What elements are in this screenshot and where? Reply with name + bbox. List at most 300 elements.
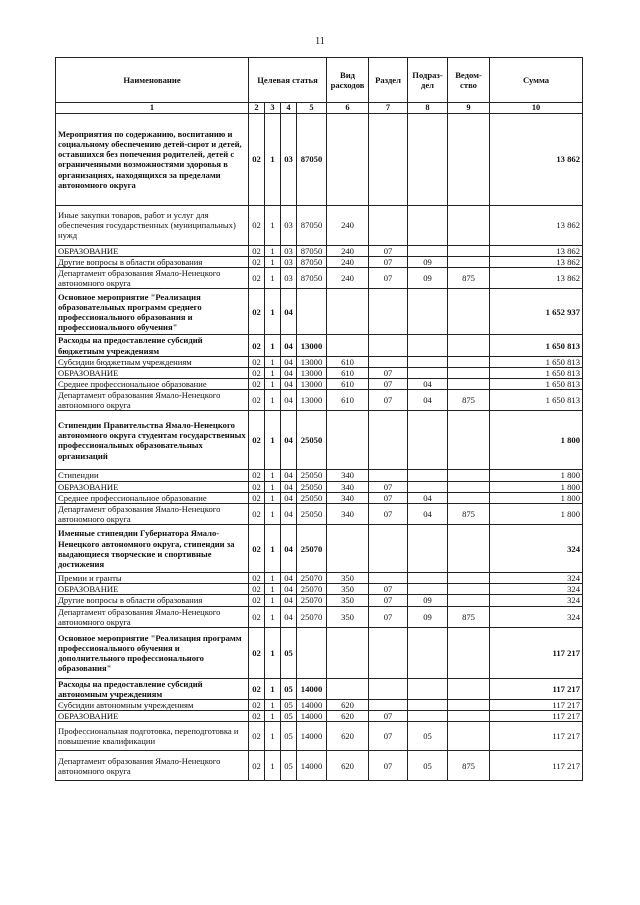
cell-name: Другие вопросы в области образования bbox=[56, 257, 249, 268]
cell-section: 07 bbox=[369, 503, 408, 524]
cell-target-activity: 04 bbox=[281, 379, 297, 390]
cell-sum: 13 862 bbox=[490, 245, 583, 256]
cell-target-activity: 04 bbox=[281, 411, 297, 470]
cell-target-subprogram: 1 bbox=[265, 678, 281, 699]
cell-name: Премии и гранты bbox=[56, 573, 249, 584]
cell-target-subprogram: 1 bbox=[265, 356, 281, 367]
cell-section: 07 bbox=[369, 711, 408, 722]
cell-expense-type: 610 bbox=[327, 379, 369, 390]
cell-target-program: 02 bbox=[249, 367, 265, 378]
cell-department bbox=[448, 595, 490, 606]
cell-sum: 1 652 937 bbox=[490, 289, 583, 335]
cell-department bbox=[448, 367, 490, 378]
cell-target-direction: 14000 bbox=[297, 700, 327, 711]
cell-expense-type bbox=[327, 411, 369, 470]
cell-section bbox=[369, 700, 408, 711]
cell-subsection bbox=[408, 335, 448, 356]
cell-target-direction: 25050 bbox=[297, 492, 327, 503]
cell-name: Субсидии автономным учреждениям bbox=[56, 700, 249, 711]
cell-target-subprogram: 1 bbox=[265, 700, 281, 711]
table-row bbox=[56, 678, 583, 699]
cell-department bbox=[448, 627, 490, 678]
cell-target-direction: 87050 bbox=[297, 268, 327, 289]
cell-target-activity: 04 bbox=[281, 573, 297, 584]
column-number: 9 bbox=[448, 103, 490, 114]
cell-section: 07 bbox=[369, 492, 408, 503]
header-sum: Сумма bbox=[490, 58, 583, 103]
cell-target-activity: 03 bbox=[281, 245, 297, 256]
cell-target-activity: 04 bbox=[281, 390, 297, 411]
cell-target-program: 02 bbox=[249, 481, 265, 492]
column-number-row bbox=[56, 103, 583, 114]
cell-department bbox=[448, 411, 490, 470]
cell-department bbox=[448, 289, 490, 335]
cell-target-subprogram: 1 bbox=[265, 492, 281, 503]
cell-sum: 117 217 bbox=[490, 751, 583, 781]
table-row bbox=[56, 205, 583, 245]
table-body bbox=[56, 113, 583, 781]
cell-expense-type: 620 bbox=[327, 700, 369, 711]
table-row bbox=[56, 711, 583, 722]
cell-sum: 1 800 bbox=[490, 503, 583, 524]
table-row bbox=[56, 573, 583, 584]
cell-sum: 117 217 bbox=[490, 700, 583, 711]
cell-subsection bbox=[408, 525, 448, 573]
cell-subsection bbox=[408, 356, 448, 367]
cell-name: Департамент образования Ямало-Ненецкого автономного округа bbox=[56, 390, 249, 411]
cell-expense-type: 610 bbox=[327, 356, 369, 367]
cell-section: 07 bbox=[369, 584, 408, 595]
cell-sum: 1 800 bbox=[490, 411, 583, 470]
cell-target-program: 02 bbox=[249, 503, 265, 524]
cell-department bbox=[448, 205, 490, 245]
cell-sum: 13 862 bbox=[490, 205, 583, 245]
cell-target-direction: 25070 bbox=[297, 595, 327, 606]
cell-subsection: 04 bbox=[408, 390, 448, 411]
header-name: Наименование bbox=[56, 58, 249, 103]
cell-target-subprogram: 1 bbox=[265, 113, 281, 205]
cell-target-direction: 14000 bbox=[297, 711, 327, 722]
header-target-article: Целевая статья bbox=[249, 58, 327, 103]
cell-target-subprogram: 1 bbox=[265, 711, 281, 722]
cell-expense-type bbox=[327, 289, 369, 335]
budget-table bbox=[55, 57, 583, 781]
cell-target-subprogram: 1 bbox=[265, 367, 281, 378]
cell-department: 875 bbox=[448, 268, 490, 289]
cell-target-activity: 04 bbox=[281, 525, 297, 573]
cell-target-direction: 13000 bbox=[297, 390, 327, 411]
table-row bbox=[56, 335, 583, 356]
cell-target-subprogram: 1 bbox=[265, 289, 281, 335]
cell-expense-type: 340 bbox=[327, 492, 369, 503]
cell-target-subprogram: 1 bbox=[265, 584, 281, 595]
cell-target-activity: 05 bbox=[281, 627, 297, 678]
cell-target-program: 02 bbox=[249, 390, 265, 411]
cell-target-program: 02 bbox=[249, 289, 265, 335]
cell-target-activity: 04 bbox=[281, 470, 297, 481]
cell-target-direction: 25050 bbox=[297, 481, 327, 492]
cell-target-activity: 03 bbox=[281, 205, 297, 245]
cell-target-activity: 04 bbox=[281, 584, 297, 595]
cell-target-activity: 05 bbox=[281, 711, 297, 722]
table-row bbox=[56, 627, 583, 678]
cell-target-direction: 13000 bbox=[297, 379, 327, 390]
cell-subsection bbox=[408, 573, 448, 584]
cell-section: 07 bbox=[369, 379, 408, 390]
cell-target-subprogram: 1 bbox=[265, 470, 281, 481]
cell-target-direction: 87050 bbox=[297, 245, 327, 256]
cell-name: Департамент образования Ямало-Ненецкого автономного округа bbox=[56, 268, 249, 289]
cell-sum: 324 bbox=[490, 584, 583, 595]
cell-target-program: 02 bbox=[249, 411, 265, 470]
table-row bbox=[56, 113, 583, 205]
cell-section bbox=[369, 113, 408, 205]
cell-department bbox=[448, 573, 490, 584]
cell-subsection bbox=[408, 627, 448, 678]
cell-name: Основное мероприятие "Реализация программ профессионального обучения и дополнительного профессионального образования" bbox=[56, 627, 249, 678]
column-number: 5 bbox=[297, 103, 327, 114]
cell-department bbox=[448, 584, 490, 595]
table-row bbox=[56, 379, 583, 390]
cell-section: 07 bbox=[369, 367, 408, 378]
cell-name: Стипендии bbox=[56, 470, 249, 481]
cell-target-direction: 25050 bbox=[297, 503, 327, 524]
cell-section: 07 bbox=[369, 257, 408, 268]
cell-subsection: 04 bbox=[408, 503, 448, 524]
cell-section bbox=[369, 205, 408, 245]
cell-target-direction: 14000 bbox=[297, 678, 327, 699]
cell-section: 07 bbox=[369, 245, 408, 256]
cell-target-subprogram: 1 bbox=[265, 245, 281, 256]
cell-target-direction: 14000 bbox=[297, 722, 327, 751]
cell-subsection bbox=[408, 711, 448, 722]
cell-sum: 13 862 bbox=[490, 268, 583, 289]
cell-target-direction: 13000 bbox=[297, 335, 327, 356]
cell-subsection: 04 bbox=[408, 492, 448, 503]
cell-expense-type: 350 bbox=[327, 584, 369, 595]
table-row bbox=[56, 492, 583, 503]
header-subsection: Подраз-дел bbox=[408, 58, 448, 103]
cell-sum: 117 217 bbox=[490, 722, 583, 751]
cell-section bbox=[369, 573, 408, 584]
cell-target-subprogram: 1 bbox=[265, 205, 281, 245]
cell-name: Среднее профессиональное образование bbox=[56, 379, 249, 390]
cell-expense-type: 610 bbox=[327, 367, 369, 378]
cell-target-activity: 03 bbox=[281, 268, 297, 289]
cell-target-activity: 04 bbox=[281, 481, 297, 492]
cell-target-activity: 04 bbox=[281, 492, 297, 503]
cell-target-subprogram: 1 bbox=[265, 525, 281, 573]
cell-target-direction: 87050 bbox=[297, 257, 327, 268]
cell-subsection bbox=[408, 700, 448, 711]
cell-section bbox=[369, 525, 408, 573]
cell-section: 07 bbox=[369, 751, 408, 781]
cell-expense-type bbox=[327, 335, 369, 356]
cell-section bbox=[369, 678, 408, 699]
cell-subsection: 09 bbox=[408, 595, 448, 606]
header-row bbox=[56, 58, 583, 103]
cell-target-direction: 25070 bbox=[297, 606, 327, 627]
cell-target-subprogram: 1 bbox=[265, 573, 281, 584]
cell-subsection bbox=[408, 113, 448, 205]
cell-target-activity: 04 bbox=[281, 367, 297, 378]
cell-target-program: 02 bbox=[249, 245, 265, 256]
cell-name: Департамент образования Ямало-Ненецкого автономного округа bbox=[56, 606, 249, 627]
cell-name: Другие вопросы в области образования bbox=[56, 595, 249, 606]
cell-expense-type: 350 bbox=[327, 595, 369, 606]
cell-department bbox=[448, 711, 490, 722]
cell-target-activity: 05 bbox=[281, 700, 297, 711]
cell-department bbox=[448, 700, 490, 711]
cell-name: Основное мероприятие "Реализация образовательных программ среднего профессионального образования и профессионального обучения" bbox=[56, 289, 249, 335]
cell-target-direction: 13000 bbox=[297, 356, 327, 367]
table-row bbox=[56, 481, 583, 492]
cell-target-program: 02 bbox=[249, 356, 265, 367]
cell-target-program: 02 bbox=[249, 492, 265, 503]
cell-target-direction bbox=[297, 289, 327, 335]
column-number: 6 bbox=[327, 103, 369, 114]
cell-expense-type: 350 bbox=[327, 606, 369, 627]
cell-subsection: 09 bbox=[408, 257, 448, 268]
cell-department bbox=[448, 481, 490, 492]
cell-department bbox=[448, 257, 490, 268]
cell-subsection: 09 bbox=[408, 606, 448, 627]
cell-department bbox=[448, 678, 490, 699]
cell-expense-type: 340 bbox=[327, 481, 369, 492]
table-row bbox=[56, 268, 583, 289]
cell-target-direction: 13000 bbox=[297, 367, 327, 378]
cell-target-activity: 04 bbox=[281, 335, 297, 356]
cell-expense-type bbox=[327, 627, 369, 678]
cell-expense-type: 620 bbox=[327, 751, 369, 781]
cell-target-activity: 03 bbox=[281, 257, 297, 268]
cell-section: 07 bbox=[369, 595, 408, 606]
cell-sum: 1 650 813 bbox=[490, 379, 583, 390]
cell-name: Мероприятия по содержанию, воспитанию и социальному обеспечению детей-сирот и детей, оставшихся без попечения родителей, детей с ограниченными возможностями здоровья в организациях, находящихся за пределами автономного округа bbox=[56, 113, 249, 205]
table-row bbox=[56, 595, 583, 606]
cell-target-activity: 03 bbox=[281, 113, 297, 205]
cell-target-program: 02 bbox=[249, 257, 265, 268]
cell-department bbox=[448, 245, 490, 256]
cell-name: Расходы на предоставление субсидий автономным учреждениям bbox=[56, 678, 249, 699]
cell-target-program: 02 bbox=[249, 722, 265, 751]
cell-subsection bbox=[408, 205, 448, 245]
cell-name: ОБРАЗОВАНИЕ bbox=[56, 481, 249, 492]
cell-target-subprogram: 1 bbox=[265, 503, 281, 524]
cell-target-activity: 04 bbox=[281, 503, 297, 524]
cell-department: 875 bbox=[448, 503, 490, 524]
cell-target-program: 02 bbox=[249, 700, 265, 711]
cell-name: Среднее профессиональное образование bbox=[56, 492, 249, 503]
table-row bbox=[56, 356, 583, 367]
cell-subsection bbox=[408, 470, 448, 481]
cell-target-direction: 25070 bbox=[297, 525, 327, 573]
cell-target-program: 02 bbox=[249, 711, 265, 722]
table-row bbox=[56, 503, 583, 524]
cell-department bbox=[448, 470, 490, 481]
cell-target-program: 02 bbox=[249, 584, 265, 595]
cell-name: ОБРАЗОВАНИЕ bbox=[56, 245, 249, 256]
cell-target-subprogram: 1 bbox=[265, 606, 281, 627]
cell-target-program: 02 bbox=[249, 379, 265, 390]
cell-target-program: 02 bbox=[249, 205, 265, 245]
cell-target-subprogram: 1 bbox=[265, 257, 281, 268]
table-row bbox=[56, 390, 583, 411]
cell-sum: 324 bbox=[490, 525, 583, 573]
table-row bbox=[56, 700, 583, 711]
cell-section bbox=[369, 289, 408, 335]
table-row bbox=[56, 411, 583, 470]
cell-section bbox=[369, 356, 408, 367]
table-row bbox=[56, 606, 583, 627]
cell-target-program: 02 bbox=[249, 678, 265, 699]
cell-target-direction: 87050 bbox=[297, 113, 327, 205]
column-number: 4 bbox=[281, 103, 297, 114]
cell-target-program: 02 bbox=[249, 268, 265, 289]
header-expense-type: Вид расходов bbox=[327, 58, 369, 103]
cell-department bbox=[448, 335, 490, 356]
cell-target-subprogram: 1 bbox=[265, 722, 281, 751]
cell-subsection bbox=[408, 584, 448, 595]
cell-sum: 1 800 bbox=[490, 470, 583, 481]
cell-department bbox=[448, 113, 490, 205]
cell-target-program: 02 bbox=[249, 573, 265, 584]
cell-name: Департамент образования Ямало-Ненецкого автономного округа bbox=[56, 503, 249, 524]
header-department: Ведом-ство bbox=[448, 58, 490, 103]
cell-target-subprogram: 1 bbox=[265, 390, 281, 411]
cell-name: Иные закупки товаров, работ и услуг для обеспечения государственных (муниципальных) нужд bbox=[56, 205, 249, 245]
cell-section bbox=[369, 470, 408, 481]
cell-subsection: 05 bbox=[408, 751, 448, 781]
cell-subsection: 05 bbox=[408, 722, 448, 751]
cell-section: 07 bbox=[369, 481, 408, 492]
cell-name: ОБРАЗОВАНИЕ bbox=[56, 367, 249, 378]
cell-department: 875 bbox=[448, 751, 490, 781]
cell-department bbox=[448, 356, 490, 367]
cell-expense-type bbox=[327, 113, 369, 205]
cell-section: 07 bbox=[369, 606, 408, 627]
cell-expense-type: 340 bbox=[327, 503, 369, 524]
cell-department bbox=[448, 379, 490, 390]
cell-expense-type: 610 bbox=[327, 390, 369, 411]
cell-target-subprogram: 1 bbox=[265, 335, 281, 356]
cell-sum: 117 217 bbox=[490, 627, 583, 678]
header-section: Раздел bbox=[369, 58, 408, 103]
cell-department bbox=[448, 525, 490, 573]
cell-section: 07 bbox=[369, 268, 408, 289]
table-row bbox=[56, 525, 583, 573]
column-number: 3 bbox=[265, 103, 281, 114]
cell-sum: 324 bbox=[490, 595, 583, 606]
cell-expense-type bbox=[327, 678, 369, 699]
cell-target-activity: 04 bbox=[281, 595, 297, 606]
table-row bbox=[56, 722, 583, 751]
table-row bbox=[56, 584, 583, 595]
cell-target-subprogram: 1 bbox=[265, 627, 281, 678]
cell-department bbox=[448, 492, 490, 503]
cell-target-subprogram: 1 bbox=[265, 595, 281, 606]
cell-sum: 117 217 bbox=[490, 711, 583, 722]
cell-expense-type: 620 bbox=[327, 722, 369, 751]
cell-sum: 324 bbox=[490, 573, 583, 584]
cell-sum: 1 800 bbox=[490, 481, 583, 492]
cell-name: Стипендии Правительства Ямало-Ненецкого автономного округа студентам государственных профессиональных образовательных организаций bbox=[56, 411, 249, 470]
cell-section bbox=[369, 411, 408, 470]
cell-sum: 1 800 bbox=[490, 492, 583, 503]
cell-sum: 13 862 bbox=[490, 257, 583, 268]
column-number: 8 bbox=[408, 103, 448, 114]
table-row bbox=[56, 470, 583, 481]
cell-subsection: 04 bbox=[408, 379, 448, 390]
table-row bbox=[56, 367, 583, 378]
cell-section: 07 bbox=[369, 722, 408, 751]
cell-subsection bbox=[408, 245, 448, 256]
table-row bbox=[56, 245, 583, 256]
cell-target-program: 02 bbox=[249, 595, 265, 606]
cell-target-activity: 05 bbox=[281, 722, 297, 751]
cell-target-direction: 87050 bbox=[297, 205, 327, 245]
cell-target-subprogram: 1 bbox=[265, 379, 281, 390]
cell-target-program: 02 bbox=[249, 606, 265, 627]
cell-expense-type: 620 bbox=[327, 711, 369, 722]
table-row bbox=[56, 751, 583, 781]
cell-subsection bbox=[408, 678, 448, 699]
cell-subsection bbox=[408, 367, 448, 378]
cell-target-program: 02 bbox=[249, 751, 265, 781]
column-number: 2 bbox=[249, 103, 265, 114]
cell-expense-type: 350 bbox=[327, 573, 369, 584]
cell-target-program: 02 bbox=[249, 627, 265, 678]
cell-expense-type: 240 bbox=[327, 205, 369, 245]
cell-target-subprogram: 1 bbox=[265, 268, 281, 289]
cell-target-program: 02 bbox=[249, 525, 265, 573]
cell-target-activity: 05 bbox=[281, 751, 297, 781]
cell-name: ОБРАЗОВАНИЕ bbox=[56, 584, 249, 595]
cell-target-subprogram: 1 bbox=[265, 411, 281, 470]
cell-target-program: 02 bbox=[249, 335, 265, 356]
column-number: 1 bbox=[56, 103, 249, 114]
page-number: 11 bbox=[315, 36, 325, 47]
column-number: 7 bbox=[369, 103, 408, 114]
cell-expense-type: 240 bbox=[327, 245, 369, 256]
cell-name: Департамент образования Ямало-Ненецкого автономного округа bbox=[56, 751, 249, 781]
cell-name: Субсидии бюджетным учреждениям bbox=[56, 356, 249, 367]
cell-subsection bbox=[408, 289, 448, 335]
cell-target-activity: 04 bbox=[281, 606, 297, 627]
cell-sum: 1 650 813 bbox=[490, 356, 583, 367]
cell-expense-type: 240 bbox=[327, 257, 369, 268]
cell-target-direction: 25050 bbox=[297, 470, 327, 481]
cell-section bbox=[369, 627, 408, 678]
cell-target-direction: 25050 bbox=[297, 411, 327, 470]
cell-department: 875 bbox=[448, 390, 490, 411]
cell-target-direction: 25070 bbox=[297, 584, 327, 595]
cell-subsection bbox=[408, 481, 448, 492]
cell-sum: 1 650 813 bbox=[490, 335, 583, 356]
cell-subsection: 09 bbox=[408, 268, 448, 289]
cell-expense-type: 340 bbox=[327, 470, 369, 481]
cell-sum: 324 bbox=[490, 606, 583, 627]
cell-section: 07 bbox=[369, 390, 408, 411]
cell-target-activity: 05 bbox=[281, 678, 297, 699]
cell-target-activity: 04 bbox=[281, 356, 297, 367]
cell-target-activity: 04 bbox=[281, 289, 297, 335]
cell-section bbox=[369, 335, 408, 356]
table-row bbox=[56, 257, 583, 268]
cell-name: Профессиональная подготовка, переподготовка и повышение квалификации bbox=[56, 722, 249, 751]
cell-expense-type: 240 bbox=[327, 268, 369, 289]
column-number: 10 bbox=[490, 103, 583, 114]
